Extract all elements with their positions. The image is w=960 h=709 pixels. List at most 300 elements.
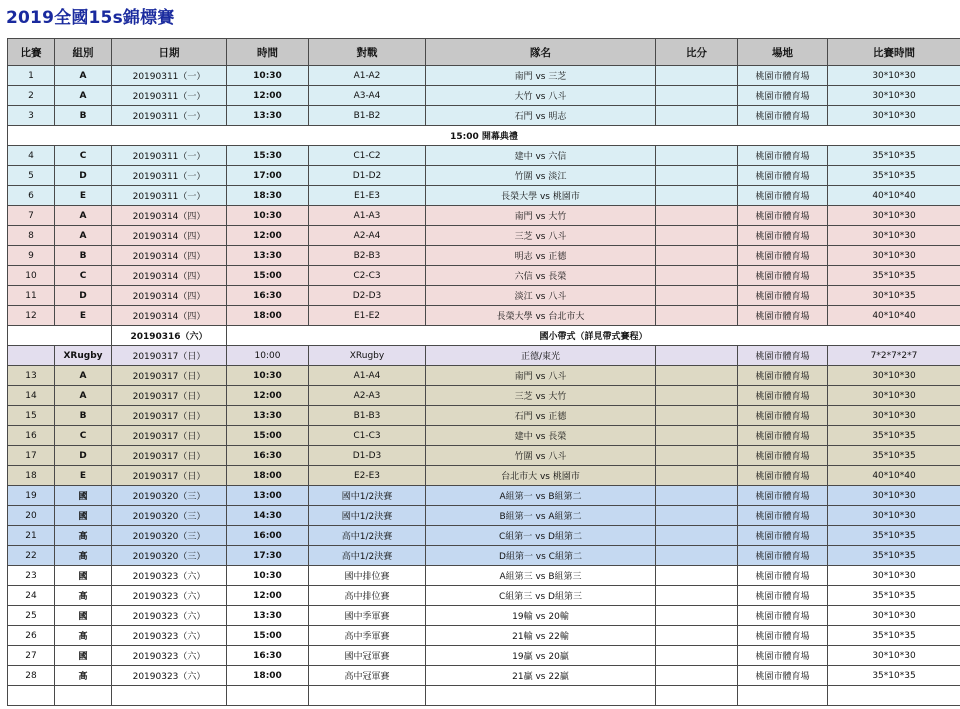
page-title: 2019全國15s錦標賽 xyxy=(6,8,175,28)
cell-time: 15:00 xyxy=(227,266,309,286)
table-row xyxy=(8,86,960,106)
table-row xyxy=(8,486,960,506)
cell-group: D xyxy=(55,166,112,186)
cell-match-no: 18 xyxy=(8,466,55,486)
table-row xyxy=(8,186,960,206)
cell-matchup: E1-E2 xyxy=(309,306,426,326)
xrugby-row xyxy=(8,346,960,366)
cell-matchup: 國中排位賽 xyxy=(309,566,426,586)
cell-matchup: 高中1/2決賽 xyxy=(309,526,426,546)
cell-match-no: 14 xyxy=(8,386,55,406)
cell-score xyxy=(656,406,738,426)
col-header-matchup: 對戰 xyxy=(309,39,426,66)
cell-match-duration: 30*10*30 xyxy=(828,106,960,126)
cell-teams: C組第一 vs D組第二 xyxy=(426,526,656,546)
cell-score xyxy=(656,526,738,546)
cell-score xyxy=(656,606,738,626)
cell-match-duration: 35*10*35 xyxy=(828,426,960,446)
table-row xyxy=(8,366,960,386)
cell-time: 10:00 xyxy=(227,346,309,366)
cell-teams: 石門 vs 正德 xyxy=(426,406,656,426)
cell-teams: 南門 vs 八斗 xyxy=(426,366,656,386)
cell-score xyxy=(656,266,738,286)
col-header-match-duration: 比賽時間 xyxy=(828,39,960,66)
cell-venue: 桃園市體育場 xyxy=(738,286,828,306)
cell-match-no: 9 xyxy=(8,246,55,266)
table-row xyxy=(8,646,960,666)
cell-score xyxy=(656,166,738,186)
cell-empty xyxy=(8,686,55,706)
cell-date: 20190311（一） xyxy=(112,106,227,126)
table-row xyxy=(8,246,960,266)
col-header-time: 時間 xyxy=(227,39,309,66)
cell-date: 20190317（日） xyxy=(112,426,227,446)
cell-venue: 桃園市體育場 xyxy=(738,546,828,566)
cell-venue: 桃園市體育場 xyxy=(738,206,828,226)
cell-score xyxy=(656,106,738,126)
cell-venue: 桃園市體育場 xyxy=(738,146,828,166)
col-header-match-no: 比賽 xyxy=(8,39,55,66)
table-row xyxy=(8,66,960,86)
cell-group: 國 xyxy=(55,506,112,526)
cell-date: 20190311（一） xyxy=(112,166,227,186)
cell-teams: 石門 vs 明志 xyxy=(426,106,656,126)
cell-teams: 21贏 vs 22贏 xyxy=(426,666,656,686)
cell-matchup: E2-E3 xyxy=(309,466,426,486)
empty-row xyxy=(8,686,960,706)
cell-teams: 長榮大學 vs 台北市大 xyxy=(426,306,656,326)
table-row xyxy=(8,566,960,586)
cell-match-no: 4 xyxy=(8,146,55,166)
cell-match-duration: 35*10*35 xyxy=(828,266,960,286)
cell-match-no: 15 xyxy=(8,406,55,426)
cell-matchup: D2-D3 xyxy=(309,286,426,306)
cell-teams: A組第一 vs B組第二 xyxy=(426,486,656,506)
cell-match-duration: 30*10*30 xyxy=(828,366,960,386)
cell-teams: 淡江 vs 八斗 xyxy=(426,286,656,306)
cell-matchup: A1-A2 xyxy=(309,66,426,86)
cell-venue: 桃園市體育場 xyxy=(738,606,828,626)
cell-empty xyxy=(227,686,309,706)
cell-date: 20190311（一） xyxy=(112,66,227,86)
cell-match-duration: 35*10*35 xyxy=(828,146,960,166)
cell-match-duration: 30*10*30 xyxy=(828,406,960,426)
cell-time: 13:30 xyxy=(227,106,309,126)
cell-score xyxy=(656,86,738,106)
col-header-group: 組別 xyxy=(55,39,112,66)
cell-teams: C組第三 vs D組第三 xyxy=(426,586,656,606)
cell-matchup: A2-A4 xyxy=(309,226,426,246)
cell-matchup: A1-A4 xyxy=(309,366,426,386)
table-row xyxy=(8,546,960,566)
cell-teams: 南門 vs 三芝 xyxy=(426,66,656,86)
cell-date: 20190311（一） xyxy=(112,86,227,106)
cell-venue: 桃園市體育場 xyxy=(738,586,828,606)
cell-teams: 建中 vs 六信 xyxy=(426,146,656,166)
cell-time: 13:30 xyxy=(227,406,309,426)
cell-time: 17:30 xyxy=(227,546,309,566)
cell-teams: D組第一 vs C組第二 xyxy=(426,546,656,566)
cell-matchup: B1-B3 xyxy=(309,406,426,426)
cell-match-no: 23 xyxy=(8,566,55,586)
cell-group: 國 xyxy=(55,646,112,666)
cell-matchup: A1-A3 xyxy=(309,206,426,226)
cell-time: 16:30 xyxy=(227,286,309,306)
col-header-teams: 隊名 xyxy=(426,39,656,66)
table-row xyxy=(8,206,960,226)
cell-venue: 桃園市體育場 xyxy=(738,106,828,126)
cell-teams: 長榮大學 vs 桃園市 xyxy=(426,186,656,206)
cell-score xyxy=(656,206,738,226)
cell-venue: 桃園市體育場 xyxy=(738,246,828,266)
cell-matchup: XRugby xyxy=(309,346,426,366)
table-row xyxy=(8,426,960,446)
cell-time: 13:30 xyxy=(227,246,309,266)
table-row xyxy=(8,526,960,546)
cell-score xyxy=(656,586,738,606)
cell-venue: 桃園市體育場 xyxy=(738,646,828,666)
cell-date: 20190320（三） xyxy=(112,526,227,546)
cell-group: B xyxy=(55,246,112,266)
cell-time: 10:30 xyxy=(227,366,309,386)
cell-time: 13:00 xyxy=(227,486,309,506)
cell-teams: 明志 vs 正德 xyxy=(426,246,656,266)
cell-score xyxy=(656,66,738,86)
cell-empty xyxy=(426,686,656,706)
cell-date: 20190311（一） xyxy=(112,146,227,166)
cell-group: 國 xyxy=(55,566,112,586)
cell-date: 20190314（四） xyxy=(112,226,227,246)
cell-matchup: 高中排位賽 xyxy=(309,586,426,606)
cell-match-no: 12 xyxy=(8,306,55,326)
cell-date: 20190311（一） xyxy=(112,186,227,206)
cell-group: C xyxy=(55,266,112,286)
cell-venue: 桃園市體育場 xyxy=(738,86,828,106)
cell-match-duration: 7*2*7*2*7 xyxy=(828,346,960,366)
cell-score xyxy=(656,486,738,506)
cell-group: B xyxy=(55,106,112,126)
cell-matchup: 國中1/2決賽 xyxy=(309,506,426,526)
cell-score xyxy=(656,186,738,206)
cell-score xyxy=(656,566,738,586)
cell-empty xyxy=(656,686,738,706)
cell-score xyxy=(656,446,738,466)
cell-venue: 桃園市體育場 xyxy=(738,226,828,246)
cell-score xyxy=(656,506,738,526)
cell-date: 20190317（日） xyxy=(112,466,227,486)
cell-group: B xyxy=(55,406,112,426)
cell-empty xyxy=(112,686,227,706)
cell-group: D xyxy=(55,446,112,466)
cell-group: A xyxy=(55,386,112,406)
table-row xyxy=(8,106,960,126)
cell-match-no: 5 xyxy=(8,166,55,186)
cell-time: 10:30 xyxy=(227,206,309,226)
table-row xyxy=(8,406,960,426)
table-row xyxy=(8,286,960,306)
cell-date: 20190317（日） xyxy=(112,346,227,366)
cell-score xyxy=(656,666,738,686)
cell-date: 20190323（六） xyxy=(112,626,227,646)
cell-score xyxy=(656,546,738,566)
cell-teams: 六信 vs 長榮 xyxy=(426,266,656,286)
cell-match-no: 3 xyxy=(8,106,55,126)
cell-venue: 桃園市體育場 xyxy=(738,66,828,86)
cell-match-duration: 40*10*40 xyxy=(828,186,960,206)
cell-teams: 正德/東光 xyxy=(426,346,656,366)
cell-venue: 桃園市體育場 xyxy=(738,366,828,386)
cell-date: 20190323（六） xyxy=(112,566,227,586)
cell-empty xyxy=(55,686,112,706)
cell-time: 18:30 xyxy=(227,186,309,206)
cell-match-duration: 30*10*30 xyxy=(828,606,960,626)
cell-group: 高 xyxy=(55,526,112,546)
cell-score xyxy=(656,246,738,266)
cell-teams: 竹圍 vs 淡江 xyxy=(426,166,656,186)
cell-time: 17:00 xyxy=(227,166,309,186)
cell-group: 國 xyxy=(55,486,112,506)
cell-group: A xyxy=(55,66,112,86)
cell-date: 20190323（六） xyxy=(112,586,227,606)
cell-venue: 桃園市體育場 xyxy=(738,406,828,426)
cell-match-duration: 35*10*35 xyxy=(828,586,960,606)
cell-venue: 桃園市體育場 xyxy=(738,306,828,326)
cell-score xyxy=(656,646,738,666)
primary-school-note: 國小帶式（詳見帶式賽程） xyxy=(227,326,960,346)
cell-group: E xyxy=(55,466,112,486)
cell-match-duration: 30*10*30 xyxy=(828,486,960,506)
table-row xyxy=(8,226,960,246)
header-row xyxy=(8,39,960,66)
cell-group: D xyxy=(55,286,112,306)
cell-date: 20190314（四） xyxy=(112,206,227,226)
cell-venue: 桃園市體育場 xyxy=(738,186,828,206)
cell-date: 20190314（四） xyxy=(112,266,227,286)
cell-venue: 桃園市體育場 xyxy=(738,486,828,506)
cell-time: 10:30 xyxy=(227,66,309,86)
cell-score xyxy=(656,146,738,166)
cell-venue: 桃園市體育場 xyxy=(738,426,828,446)
cell-venue: 桃園市體育場 xyxy=(738,166,828,186)
cell-group: E xyxy=(55,306,112,326)
cell-teams: 南門 vs 大竹 xyxy=(426,206,656,226)
cell-time: 16:30 xyxy=(227,646,309,666)
cell-group: 國 xyxy=(55,606,112,626)
cell-group: E xyxy=(55,186,112,206)
cell-match-no: 17 xyxy=(8,446,55,466)
cell-date: 20190314（四） xyxy=(112,306,227,326)
cell-matchup: 國中1/2決賽 xyxy=(309,486,426,506)
table-row xyxy=(8,386,960,406)
cell-match-no: 10 xyxy=(8,266,55,286)
cell-score xyxy=(656,306,738,326)
cell-match-no: 13 xyxy=(8,366,55,386)
cell-match-no: 16 xyxy=(8,426,55,446)
cell-venue: 桃園市體育場 xyxy=(738,566,828,586)
cell-matchup: C1-C3 xyxy=(309,426,426,446)
cell-date: 20190314（四） xyxy=(112,286,227,306)
cell-empty xyxy=(738,686,828,706)
opening-ceremony-label: 15:00 開幕典禮 xyxy=(8,126,960,146)
cell-score xyxy=(656,626,738,646)
cell-time: 12:00 xyxy=(227,226,309,246)
cell-match-duration: 35*10*35 xyxy=(828,166,960,186)
cell-match-no: 11 xyxy=(8,286,55,306)
cell-match-duration: 30*10*30 xyxy=(828,386,960,406)
cell-group: XRugby xyxy=(55,346,112,366)
cell-venue: 桃園市體育場 xyxy=(738,386,828,406)
cell-time: 15:30 xyxy=(227,146,309,166)
cell-matchup: B1-B2 xyxy=(309,106,426,126)
cell-match-duration: 40*10*40 xyxy=(828,466,960,486)
cell-date: 20190323（六） xyxy=(112,646,227,666)
cell-group: C xyxy=(55,146,112,166)
cell-match-no: 6 xyxy=(8,186,55,206)
schedule-table xyxy=(7,38,960,706)
cell-matchup: 高中1/2決賽 xyxy=(309,546,426,566)
cell-venue: 桃園市體育場 xyxy=(738,346,828,366)
cell-matchup: D1-D2 xyxy=(309,166,426,186)
table-row xyxy=(8,626,960,646)
cell-matchup: A3-A4 xyxy=(309,86,426,106)
cell-group: A xyxy=(55,366,112,386)
cell-date: 20190323（六） xyxy=(112,606,227,626)
table-row xyxy=(8,586,960,606)
cell-group: 高 xyxy=(55,666,112,686)
cell-score xyxy=(656,426,738,446)
cell-match-no: 19 xyxy=(8,486,55,506)
cell-match-duration: 30*10*30 xyxy=(828,86,960,106)
cell-teams: 三芝 vs 大竹 xyxy=(426,386,656,406)
table-row xyxy=(8,266,960,286)
cell-match-duration: 30*10*30 xyxy=(828,566,960,586)
cell-match-no: 1 xyxy=(8,66,55,86)
cell-venue: 桃園市體育場 xyxy=(738,266,828,286)
cell-match-duration: 40*10*40 xyxy=(828,306,960,326)
cell-group: A xyxy=(55,226,112,246)
cell-matchup: C1-C2 xyxy=(309,146,426,166)
cell-score xyxy=(656,366,738,386)
cell-venue: 桃園市體育場 xyxy=(738,466,828,486)
primary-school-row xyxy=(8,326,960,346)
cell-matchup: 國中季軍賽 xyxy=(309,606,426,626)
cell-date: 20190323（六） xyxy=(112,666,227,686)
table-row xyxy=(8,506,960,526)
cell-date: 20190317（日） xyxy=(112,446,227,466)
cell-empty xyxy=(828,686,960,706)
cell-matchup: E1-E3 xyxy=(309,186,426,206)
cell-date: 20190314（四） xyxy=(112,246,227,266)
cell-teams: 建中 vs 長榮 xyxy=(426,426,656,446)
cell-blank xyxy=(8,326,112,346)
cell-match-no: 20 xyxy=(8,506,55,526)
cell-score xyxy=(656,466,738,486)
cell-teams: 19贏 vs 20贏 xyxy=(426,646,656,666)
cell-match-duration: 30*10*30 xyxy=(828,246,960,266)
cell-matchup: 國中冠軍賽 xyxy=(309,646,426,666)
cell-match-duration: 35*10*35 xyxy=(828,526,960,546)
cell-date: 20190320（三） xyxy=(112,506,227,526)
cell-match-no: 8 xyxy=(8,226,55,246)
cell-match-duration: 30*10*35 xyxy=(828,286,960,306)
cell-score xyxy=(656,226,738,246)
table-row xyxy=(8,446,960,466)
cell-empty xyxy=(309,686,426,706)
table-row xyxy=(8,306,960,326)
col-header-date: 日期 xyxy=(112,39,227,66)
cell-match-no: 22 xyxy=(8,546,55,566)
cell-date: 20190316（六） xyxy=(112,326,227,346)
cell-match-no xyxy=(8,346,55,366)
cell-match-duration: 35*10*35 xyxy=(828,666,960,686)
cell-matchup: A2-A3 xyxy=(309,386,426,406)
cell-teams: A組第三 vs B組第三 xyxy=(426,566,656,586)
cell-match-no: 25 xyxy=(8,606,55,626)
cell-match-duration: 35*10*35 xyxy=(828,446,960,466)
cell-venue: 桃園市體育場 xyxy=(738,526,828,546)
cell-score xyxy=(656,386,738,406)
cell-match-duration: 30*10*30 xyxy=(828,646,960,666)
cell-date: 20190320（三） xyxy=(112,486,227,506)
cell-teams: 大竹 vs 八斗 xyxy=(426,86,656,106)
cell-group: 高 xyxy=(55,586,112,606)
cell-time: 18:00 xyxy=(227,666,309,686)
cell-time: 13:30 xyxy=(227,606,309,626)
cell-match-no: 21 xyxy=(8,526,55,546)
cell-date: 20190317（日） xyxy=(112,386,227,406)
cell-matchup: 高中冠軍賽 xyxy=(309,666,426,686)
cell-group: A xyxy=(55,86,112,106)
table-row xyxy=(8,166,960,186)
table-row xyxy=(8,666,960,686)
cell-date: 20190317（日） xyxy=(112,406,227,426)
cell-match-duration: 30*10*30 xyxy=(828,206,960,226)
cell-match-no: 26 xyxy=(8,626,55,646)
cell-teams: 三芝 vs 八斗 xyxy=(426,226,656,246)
cell-teams: 19輸 vs 20輸 xyxy=(426,606,656,626)
cell-group: 高 xyxy=(55,626,112,646)
cell-time: 16:30 xyxy=(227,446,309,466)
cell-matchup: B2-B3 xyxy=(309,246,426,266)
cell-match-duration: 35*10*35 xyxy=(828,546,960,566)
cell-time: 15:00 xyxy=(227,626,309,646)
cell-venue: 桃園市體育場 xyxy=(738,506,828,526)
schedule-body xyxy=(8,66,960,706)
cell-matchup: D1-D3 xyxy=(309,446,426,466)
cell-teams: 竹圍 vs 八斗 xyxy=(426,446,656,466)
cell-time: 12:00 xyxy=(227,86,309,106)
col-header-score: 比分 xyxy=(656,39,738,66)
cell-venue: 桃園市體育場 xyxy=(738,626,828,646)
cell-venue: 桃園市體育場 xyxy=(738,666,828,686)
cell-match-no: 27 xyxy=(8,646,55,666)
cell-matchup: 高中季軍賽 xyxy=(309,626,426,646)
table-row xyxy=(8,606,960,626)
col-header-venue: 場地 xyxy=(738,39,828,66)
cell-time: 14:30 xyxy=(227,506,309,526)
table-row xyxy=(8,146,960,166)
cell-time: 18:00 xyxy=(227,306,309,326)
cell-score xyxy=(656,286,738,306)
cell-teams: 21輸 vs 22輸 xyxy=(426,626,656,646)
cell-time: 16:00 xyxy=(227,526,309,546)
cell-match-duration: 30*10*30 xyxy=(828,226,960,246)
opening-ceremony-row xyxy=(8,126,960,146)
cell-score xyxy=(656,346,738,366)
cell-match-no: 28 xyxy=(8,666,55,686)
cell-match-no: 24 xyxy=(8,586,55,606)
cell-matchup: C2-C3 xyxy=(309,266,426,286)
